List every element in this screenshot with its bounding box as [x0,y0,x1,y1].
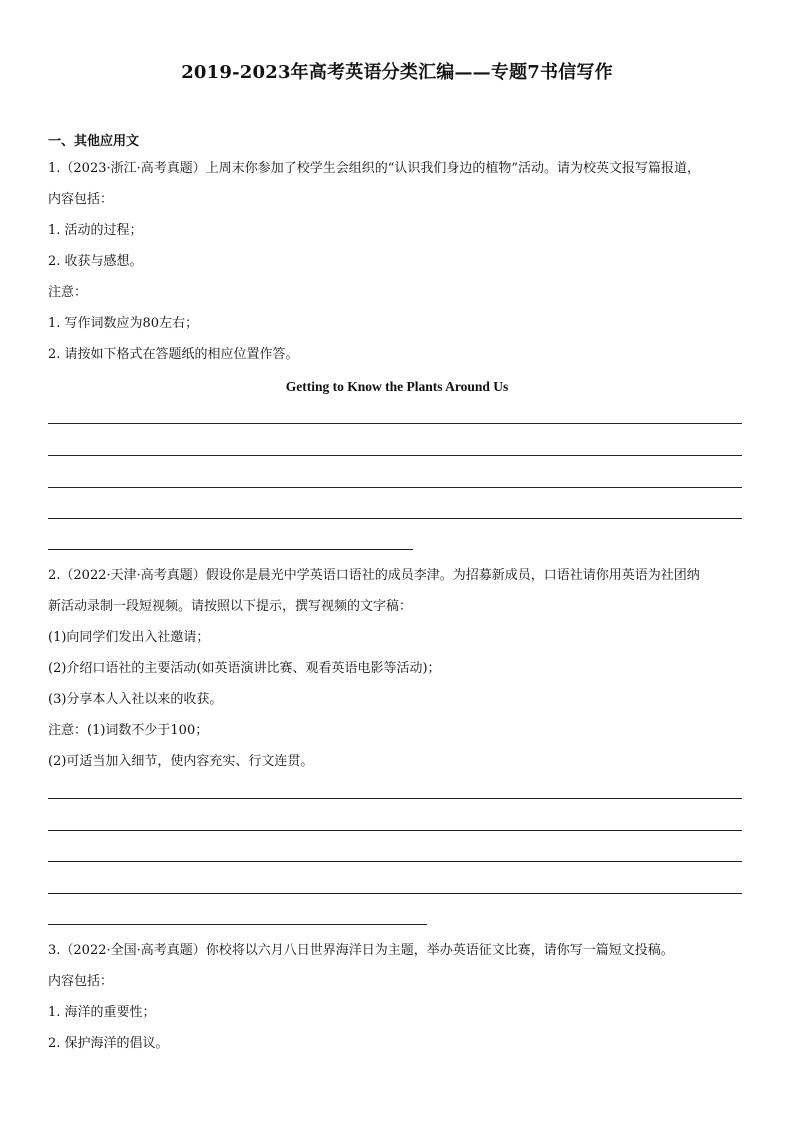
page-title: 2019-2023年高考英语分类汇编——专题7书信写作 [181,62,613,83]
q2-prompt-line2: 新活动录制一段短视频。请按照以下提示，撰写视频的文字稿： [48,599,413,614]
answer-line [48,549,413,550]
q1-item-2: 2. 收获与感想。 [48,254,143,269]
q1-note-1: 1. 写作词数应为80左右； [48,316,199,331]
answer-line [48,518,742,519]
answer-line [48,487,742,488]
q1-note-2: 2. 请按如下格式在答题纸的相应位置作答。 [48,347,299,362]
answer-line [48,423,742,424]
q1-prompt-line2: 内容包括： [48,192,114,207]
section-heading: 一、其他应用文 [48,134,140,149]
q2-item-3: (3)分享本人入社以来的收获。 [48,692,223,707]
q2-note-1: 注意：(1)词数不少于100； [48,723,209,738]
answer-line [48,455,742,456]
answer-line [48,893,742,894]
q1-item-1: 1. 活动的过程； [48,223,143,238]
q3-item-2: 2. 保护海洋的倡议。 [48,1036,169,1051]
q2-prompt-line1: 2.（2022·天津·高考真题）假设你是晨光中学英语口语社的成员李津。为招募新成员，口语社请你用英语为社团纳 [48,568,700,583]
q1-note-label: 注意： [48,285,88,300]
q2-item-2: (2)介绍口语社的主要活动(如英语演讲比赛、观看英语电影等活动)； [48,661,441,676]
answer-line [48,861,742,862]
q1-essay-title: Getting to Know the Plants Around Us [285,379,509,394]
q3-prompt-line1: 3.（2022·全国·高考真题）你校将以六月八日世界海洋日为主题，举办英语征文比赛，请你写一篇短文投稿。 [48,943,674,958]
answer-line [48,830,742,831]
q3-prompt-line2: 内容包括： [48,974,114,989]
q1-prompt-line1: 1.（2023·浙江·高考真题）上周末你参加了校学生会组织的“认识我们身边的植物”活动。请为校英文报写篇报道， [48,161,701,176]
q2-note-2: (2)可适当加入细节，使内容充实、行文连贯。 [48,754,314,769]
q2-item-1: (1)向同学们发出入社邀请； [48,630,210,645]
q3-item-1: 1. 海洋的重要性； [48,1005,156,1020]
answer-line [48,798,742,799]
answer-line [48,924,427,925]
